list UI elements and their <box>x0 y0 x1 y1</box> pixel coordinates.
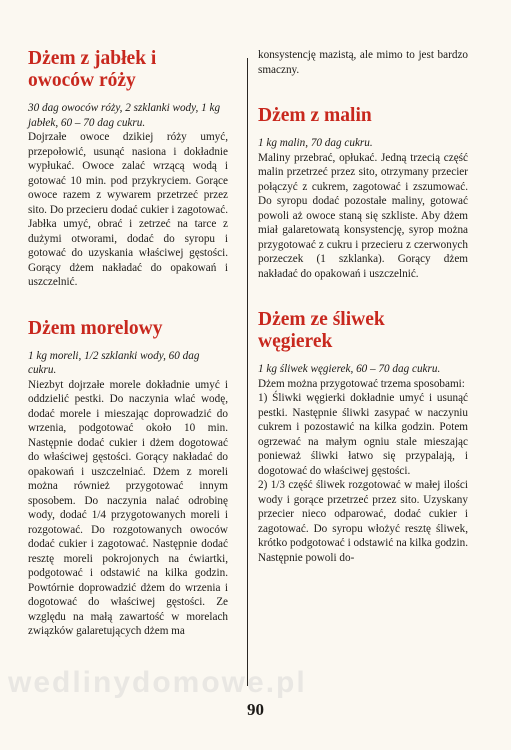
ingredients-raspberry: 1 kg malin, 70 dag cukru. <box>258 137 373 149</box>
left-column <box>28 48 228 639</box>
recipe-title-apple-rose: Dżem z jabłek i owoców róży <box>28 48 157 91</box>
column-divider <box>247 58 248 686</box>
method-plum-1: 1) Śliwki węgierki dokładnie umyć i usunąć pestki. Następnie śliwki zasypać w naczyniu cukrem i pozostawić na kilka godzin. Potem ogrzewać na małym ogniu stale mieszając ponieważ śliwki łatwo się przypalają, i dogotować do właściwej gęstości. <box>258 392 468 477</box>
continuation-text: konsystencję mazistą, ale mimo to jest bardzo smaczny. <box>258 49 468 76</box>
watermark: wedlinydomowe.pl <box>8 666 307 699</box>
method-apple-rose: Dojrzałe owoce dzikiej róży umyć, przepołowić, usunąć nasiona i dokładnie wypłukać. Owoce zalać wrzącą wodą i gotować 10 min. pod przykryciem. Gorące owoce razem z wywarem przetrzeć przez sito. Do przecieru dodać cukier i zagotować. Jabłka umyć, obrać i zetrzeć na tarce z dużymi otworami, dodać do syropu i gotować do uzyskania właściwej gęstości. Gorący dżem nakładać do opakowań i uszczelnić. <box>28 131 228 288</box>
page-number: 90 <box>247 700 264 719</box>
method-raspberry: Maliny przebrać, opłukać. Jedną trzecią część malin przetrzeć przez sito, otrzymany przecier połączyć z cukrem, zagotować i zszumować. Do syropu dodać pozostałe maliny, gotować powoli aż owoce staną się szkliste. Aby dżem miał galaretowatą konsystencję, syrop można przygotować z cukru i przecieru z czerwonych porzeczek (1 szklanka). Gorący dżem nakładać do opakowań i uszczelnić. <box>258 151 468 280</box>
ingredients-apricot: 1 kg moreli, 1/2 szklanki wody, 60 dag cukru. <box>28 349 200 376</box>
recipe-title-plum: Dżem ze śliwek węgierek <box>258 309 385 352</box>
method-plum-intro: Dżem można przygotować trzema sposobami: <box>258 377 465 390</box>
right-column <box>258 48 468 565</box>
ingredients-apple-rose: 30 dag owoców róży, 2 szklanki wody, 1 kg jabłek, 60 – 70 dag cukru. <box>28 102 221 129</box>
recipe-title-apricot: Dżem morelowy <box>28 317 163 339</box>
method-plum-2: 2) 1/3 część śliwek rozgotować w małej ilości wody i gorące przetrzeć przez sito. Uzyskany przecier nieco odparować, dodać cukier i zagotować. Do syropu włożyć resztę śliwek, krótko podgotować i odstawić na kilka godzin. Następnie powoli do- <box>258 479 468 564</box>
ingredients-plum: 1 kg śliwek węgierek, 60 – 70 dag cukru. <box>258 363 441 375</box>
recipe-title-raspberry: Dżem z malin <box>258 105 372 126</box>
method-apricot: Niezbyt dojrzałe morele dokładnie umyć i oddzielić pestki. Do naczynia wlać wodę, dodać morele i mieszając doprowadzić do wrzenia, podgotować około 10 min. Następnie dodać cukier i dżem dogotować do właściwej gęstości. Gorący nakładać do opakowań i uszczelniać. Dżem z moreli można również przygotować innym sposobem. Do naczynia nalać odrobinę wody, dodać 1/4 przygotowanych moreli i rozgotować. Do rozgotowanych owoców dodać cukier i zagotować. Następnie dodać resztę moreli pokrojonych na ćwiartki, podgotować i odstawić na kilka godzin. Powtórnie doprowadzić dżem do wrzenia i dogotować do właściwej gęstości. Ze względu na małą zawartość w morelach związków galaretujących dżem ma <box>28 378 228 637</box>
